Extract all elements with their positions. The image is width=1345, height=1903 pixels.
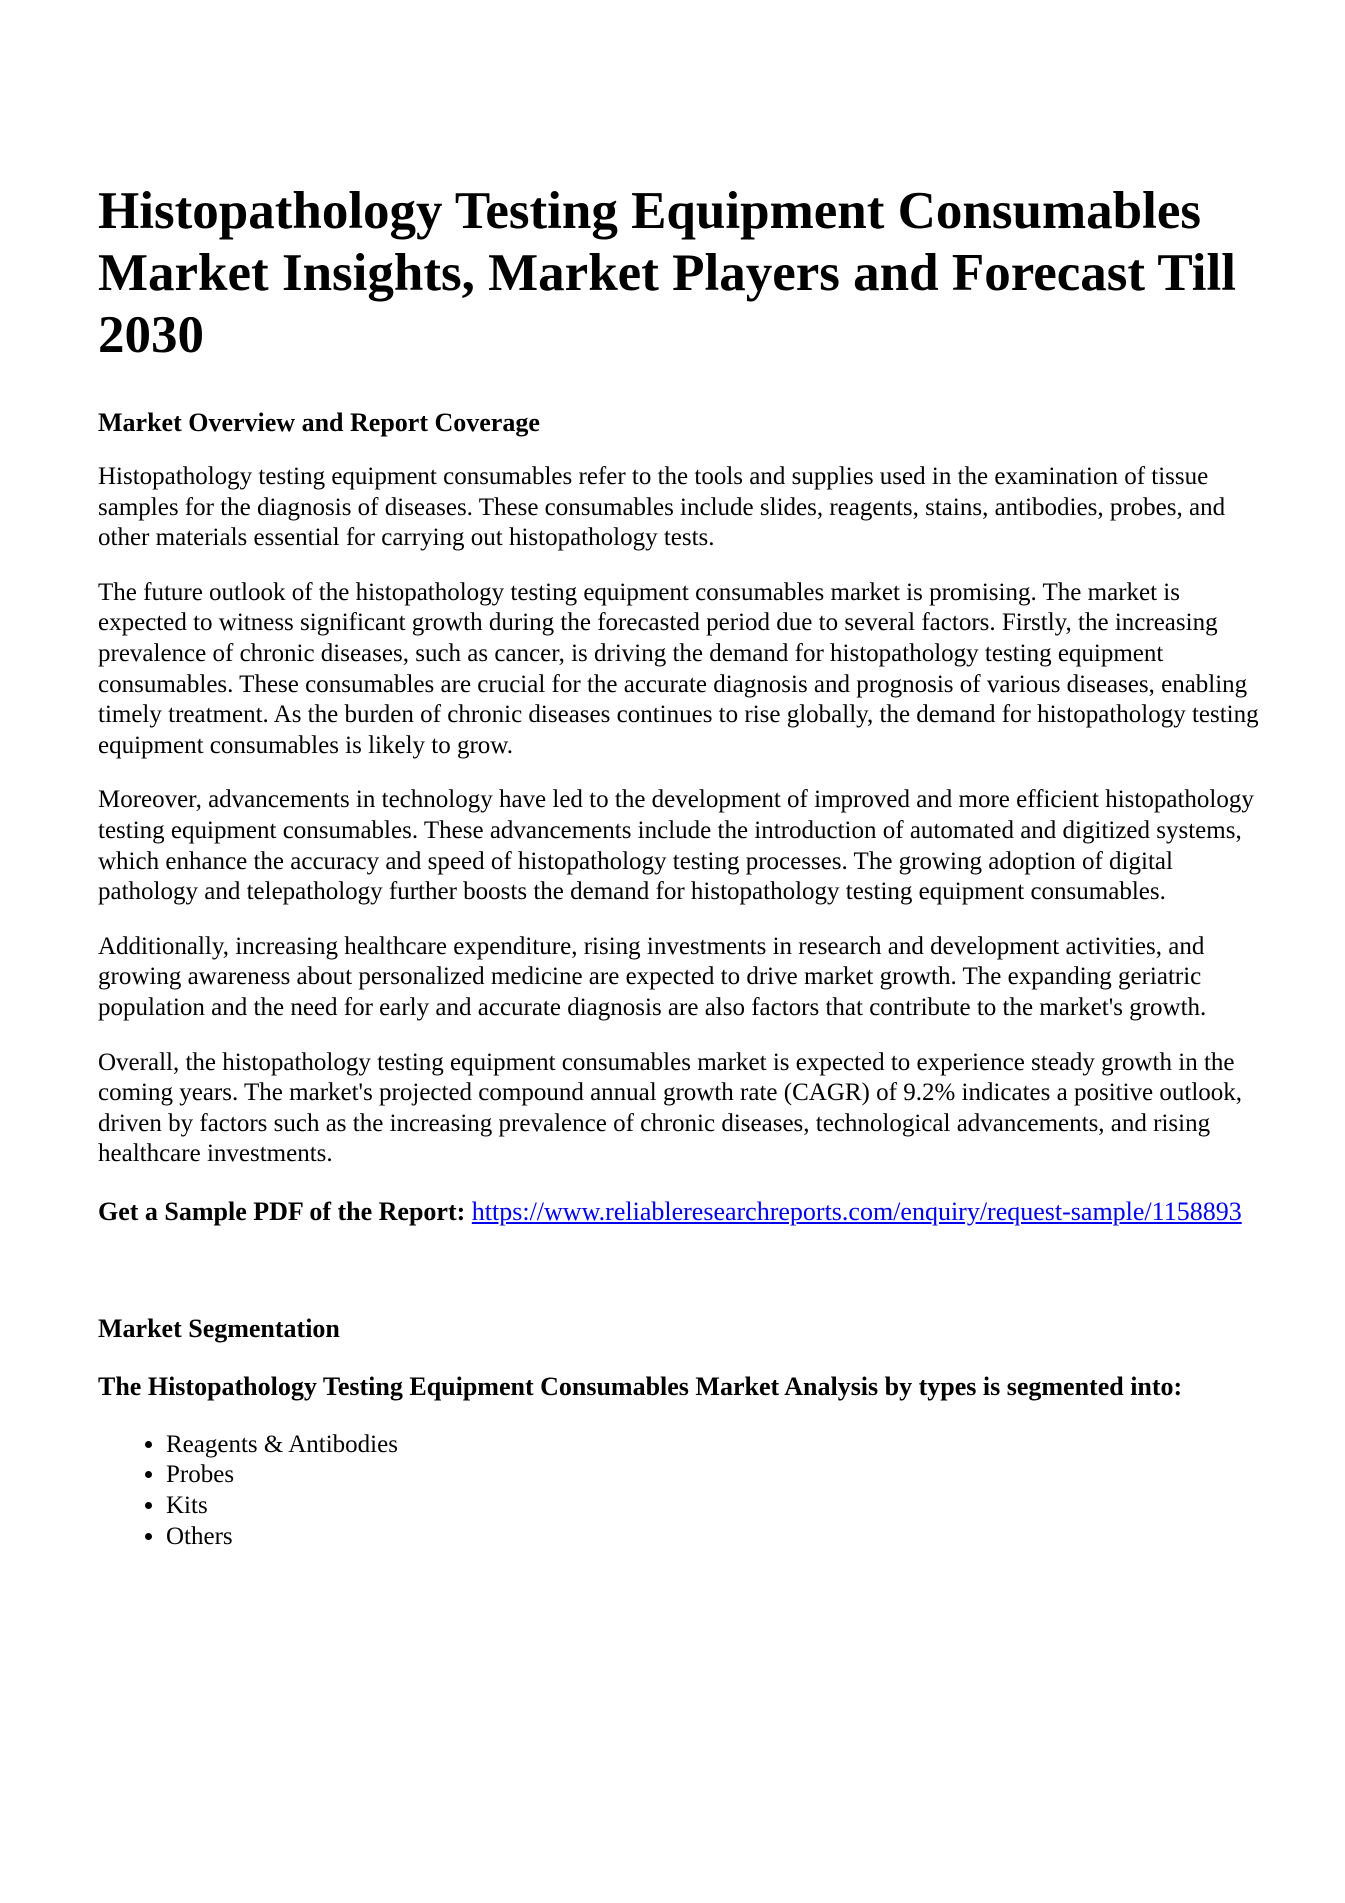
document-page: [98, 180, 1268, 1552]
sample-pdf-line: [98, 1196, 1268, 1227]
overview-heading: Market Overview and Report Coverage: [98, 408, 540, 437]
list-item: • Kits: [166, 1491, 1268, 1522]
paragraph-technology: Moreover, advancements in technology have led to the development of improved and more efficient histopathology testing equipment consumables. These advancements include the introduction of automated and digitized systems, which enhance the accuracy and speed of histopathology testing processes. The growing adoption of digital pathology and telepathology further boosts the demand for histopathology testing equipment consumables.: [98, 786, 1254, 906]
paragraph-outlook: The future outlook of the histopathology testing equipment consumables market is promising. The market is expected to witness significant growth during the forecasted period due to several factors. Firstly, the increasing prevalence of chronic diseases, such as cancer, is driving the demand for histopathology testing equipment consumables. These consumables are crucial for the accurate diagnosis and prognosis of various diseases, enabling timely treatment. As the burden of chronic diseases continues to rise globally, the demand for histopathology testing equipment consumables is likely to grow.: [98, 578, 1259, 759]
paragraph-summary: Overall, the histopathology testing equipment consumables market is expected to experience steady growth in the coming years. The market's projected compound annual growth rate (CAGR) of 9.2% indicates a positive outlook, driven by factors such as the increasing prevalence of chronic diseases, technological advancements, and rising healthcare investments.: [98, 1048, 1243, 1168]
types-heading: The Histopathology Testing Equipment Consumables Market Analysis by types is segmented into:: [98, 1371, 1183, 1401]
list-item: • Probes: [166, 1460, 1268, 1491]
paragraph-drivers: Additionally, increasing healthcare expenditure, rising investments in research and development activities, and growing awareness about personalized medicine are expected to drive market growth. The expanding geriatric population and the need for early and accurate diagnosis are also factors that contribute to the market's growth.: [98, 932, 1207, 1021]
list-item: • Reagents & Antibodies: [166, 1430, 1268, 1461]
paragraph-definition: Histopathology testing equipment consumables refer to the tools and supplies used in the examination of tissue samples for the diagnosis of diseases. These consumables include slides, reagents, stains, antibodies, probes, and other materials essential for carrying out histopathology tests.: [98, 463, 1226, 552]
types-list: [98, 1430, 1268, 1552]
list-item: • Others: [166, 1522, 1268, 1553]
segmentation-heading: Market Segmentation: [98, 1313, 340, 1343]
sample-pdf-label: Get a Sample PDF of the Report:: [98, 1196, 466, 1226]
page-title: Histopathology Testing Equipment Consumables Market Insights, Market Players and Forecast Till 2030: [98, 182, 1236, 364]
sample-pdf-link[interactable]: https://www.reliableresearchreports.com/enquiry/request-sample/1158893: [471, 1196, 1242, 1226]
